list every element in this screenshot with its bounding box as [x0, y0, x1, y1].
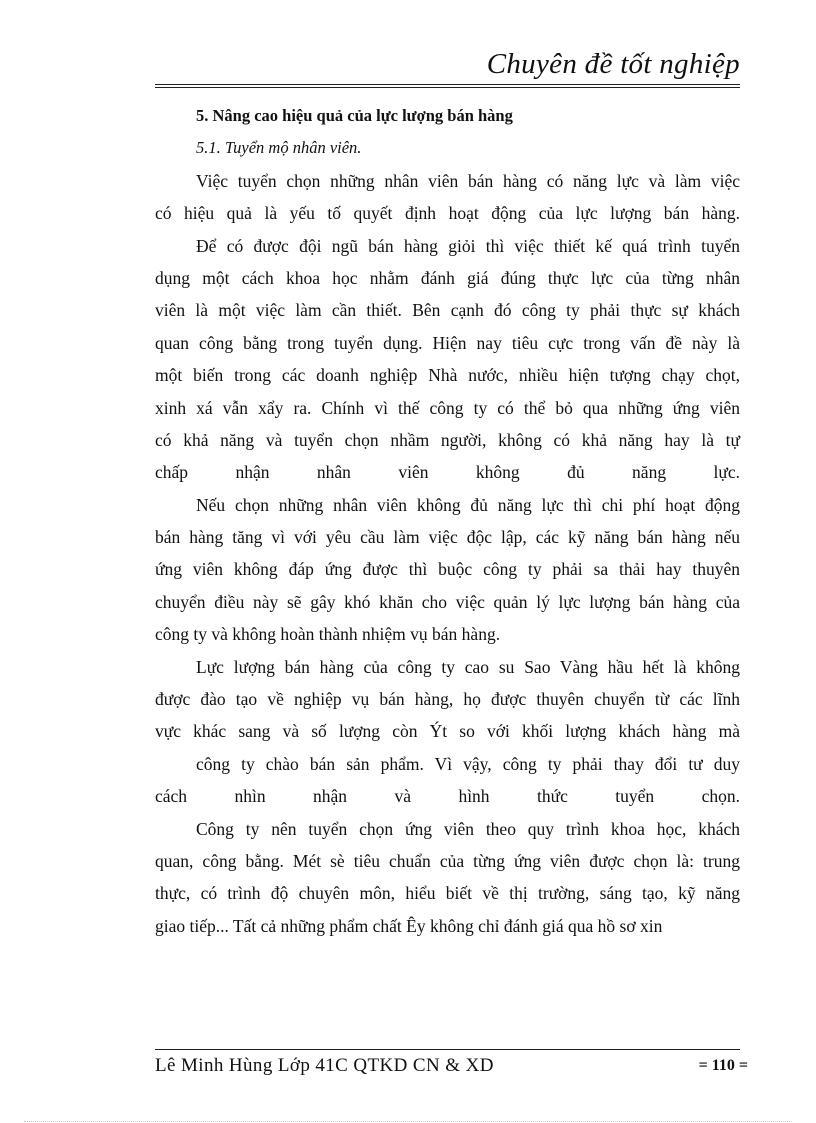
- paragraph-line: chấp nhận nhân viên không đủ năng lực.: [155, 462, 740, 483]
- paragraph-line: có khả năng và tuyển chọn nhầm người, không có khả năng hay là tự: [155, 429, 740, 450]
- header-rule-double: [155, 87, 740, 88]
- paragraph-line: cách nhìn nhận và hình thức tuyển chọn.: [155, 786, 740, 807]
- paragraph-line: Để có được đội ngũ bán hàng giỏi thì việc thiết kế quá trình tuyển: [196, 235, 740, 256]
- paragraph-line: viên là một việc làm cần thiết. Bên cạnh đó công ty phải thực sự khách: [155, 300, 740, 321]
- paragraph-line: Lực lượng bán hàng của công ty cao su Sao Vàng hầu hết là không: [196, 656, 740, 677]
- paragraph-line: một biến trong các doanh nghiệp Nhà nước, nhiều hiện tượng chạy chọt,: [155, 365, 740, 386]
- paragraph-line: có hiệu quả là yếu tố quyết định hoạt động của lực lượng bán hàng.: [155, 203, 740, 224]
- paragraph-line: Công ty nên tuyển chọn ứng viên theo quy trình khoa học, khách: [196, 818, 740, 839]
- paragraph-line: chuyển điều này sẽ gây khó khăn cho việc quản lý lực lượng bán hàng của: [155, 591, 740, 612]
- paragraph-line: công ty chào bán sản phẩm. Vì vậy, công ty phải thay đổi tư duy: [196, 753, 740, 774]
- page-edge-divider: [24, 1121, 792, 1122]
- subsection-heading: 5.1. Tuyển mộ nhân viên.: [196, 138, 362, 158]
- paragraph-line: được đào tạo về nghiệp vụ bán hàng, họ được thuyên chuyển từ các lĩnh: [155, 689, 740, 710]
- paragraph-line: công ty và không hoàn thành nhiệm vụ bán hàng.: [155, 624, 501, 645]
- document-body: [155, 100, 740, 942]
- paragraph-line: xinh xá vẫn xẩy ra. Chính vì thế công ty có thể bỏ qua những ứng viên: [155, 397, 740, 418]
- paragraph-line: bán hàng tăng vì với yêu cầu làm việc độc lập, các kỹ năng bán hàng nếu: [155, 527, 740, 548]
- paragraph-line: quan, công bằng. Mét sè tiêu chuẩn của từng ứng viên được chọn là: trung: [155, 850, 740, 871]
- footer-author: Lê Minh Hùng Lớp 41C QTKD CN & XD: [155, 1055, 494, 1076]
- paragraph-line: dụng một cách khoa học nhằm đánh giá đúng thực lực của từng nhân: [155, 267, 740, 288]
- paragraph-line: vực khác sang và số lượng còn Ýt so với khối lượng khách hàng mà: [155, 721, 740, 742]
- paragraph-line: ứng viên không đáp ứng được thì buộc công ty phải sa thải hay thuyên: [155, 559, 740, 580]
- section-heading: 5. Nâng cao hiệu quả của lực lượng bán hàng: [196, 106, 513, 125]
- page-number: = 110 =: [698, 1057, 748, 1074]
- paragraph-line: Việc tuyển chọn những nhân viên bán hàng có năng lực và làm việc: [196, 170, 740, 191]
- paragraph-line: giao tiếp... Tất cả những phẩm chất Êy không chỉ đánh giá qua hồ sơ xin: [155, 915, 663, 936]
- paragraph-line: quan công bằng trong tuyển dụng. Hiện nay tiêu cực trong vấn đề này là: [155, 332, 740, 353]
- footer-rule: [155, 1049, 740, 1050]
- paragraph-line: Nếu chọn những nhân viên không đủ năng lực thì chi phí hoạt động: [196, 494, 740, 515]
- header-rule: [155, 84, 740, 85]
- paragraph-line: thực, có trình độ chuyên môn, hiểu biết về thị trường, sáng tạo, kỹ năng: [155, 883, 740, 904]
- document-header-title: Chuyên đề tốt nghiệp: [486, 48, 740, 80]
